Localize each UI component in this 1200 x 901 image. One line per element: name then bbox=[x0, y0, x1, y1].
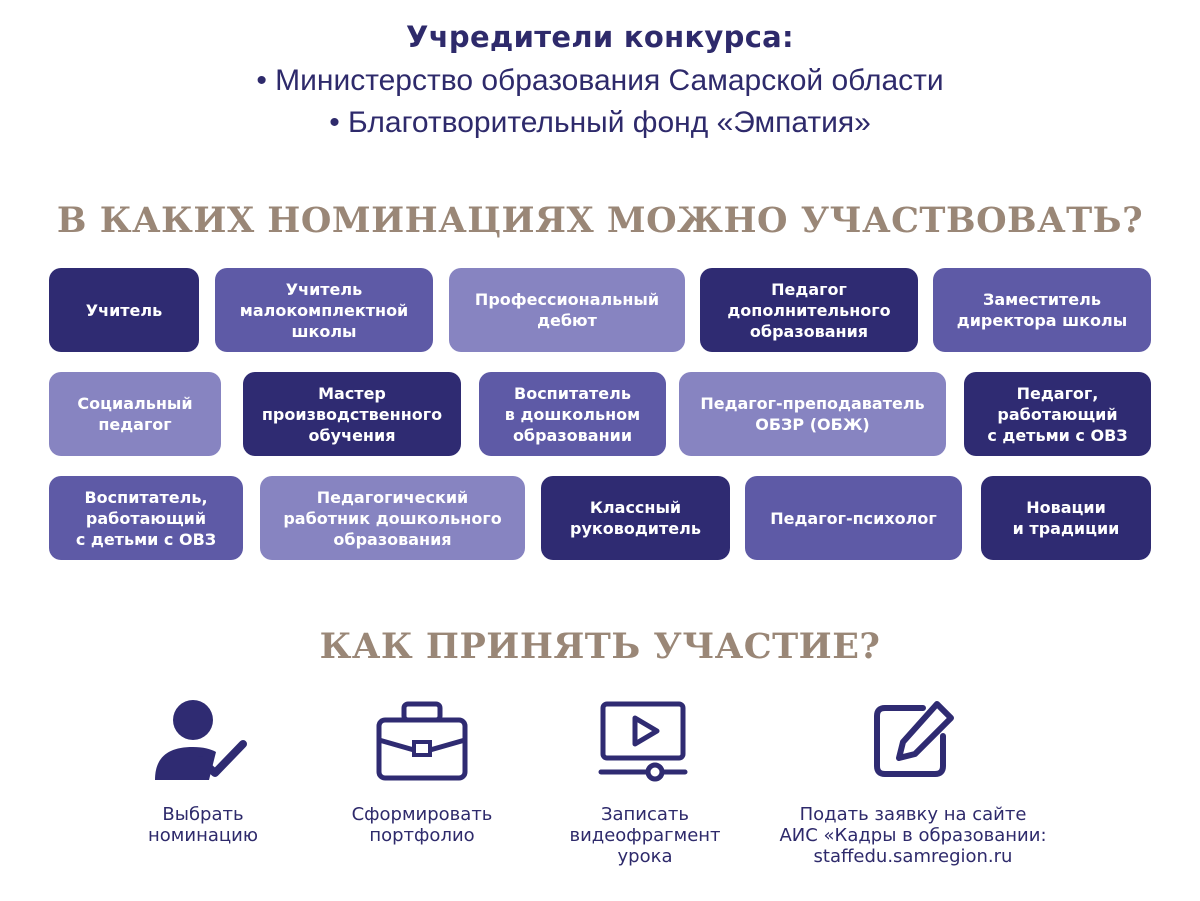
nomination-tile: Классный руководитель bbox=[541, 476, 730, 560]
step-label: Выбрать номинацию bbox=[148, 804, 258, 846]
step-submit-application bbox=[748, 700, 1078, 867]
founders-block bbox=[0, 20, 1200, 144]
step-label: Сформировать портфолио bbox=[351, 804, 493, 846]
video-play-icon bbox=[597, 700, 693, 782]
nomination-tile: Воспитатель, работающий с детьми с ОВЗ bbox=[49, 476, 243, 560]
participation-title: КАК ПРИНЯТЬ УЧАСТИЕ? bbox=[319, 626, 881, 667]
step-record-video bbox=[550, 700, 740, 867]
founder-item: • Министерство образования Самарской области bbox=[256, 64, 944, 97]
step-label: Подать заявку на сайте АИС «Кадры в образовании: staffedu.samregion.ru bbox=[779, 804, 1047, 867]
user-check-icon bbox=[153, 700, 253, 782]
nomination-tile: Учитель bbox=[49, 268, 199, 352]
nominations-title: В КАКИХ НОМИНАЦИЯХ МОЖНО УЧАСТВОВАТЬ? bbox=[56, 200, 1144, 241]
nomination-tile: Профессиональный дебют bbox=[449, 268, 685, 352]
step-label: Записать видеофрагмент урока bbox=[569, 804, 721, 867]
step-choose-nomination bbox=[108, 700, 298, 846]
nomination-tile: Педагог, работающий с детьми с ОВЗ bbox=[964, 372, 1151, 456]
nomination-tile: Учитель малокомплектной школы bbox=[215, 268, 433, 352]
nomination-tile: Педагог-психолог bbox=[745, 476, 962, 560]
nomination-tile: Новации и традиции bbox=[981, 476, 1151, 560]
edit-square-icon bbox=[865, 700, 961, 782]
nomination-tile: Мастер производственного обучения bbox=[243, 372, 461, 456]
founders-title: Учредители конкурса: bbox=[406, 20, 794, 54]
founder-item: • Благотворительный фонд «Эмпатия» bbox=[329, 106, 871, 139]
nomination-tile: Педагогический работник дошкольного образования bbox=[260, 476, 525, 560]
nomination-tile: Социальный педагог bbox=[49, 372, 221, 456]
nomination-tile: Заместитель директора школы bbox=[933, 268, 1151, 352]
nomination-tile: Педагог дополнительного образования bbox=[700, 268, 918, 352]
nomination-tile: Педагог-преподаватель ОБЗР (ОБЖ) bbox=[679, 372, 946, 456]
briefcase-icon bbox=[374, 700, 470, 782]
nomination-tile: Воспитатель в дошкольном образовании bbox=[479, 372, 666, 456]
step-build-portfolio bbox=[327, 700, 517, 846]
